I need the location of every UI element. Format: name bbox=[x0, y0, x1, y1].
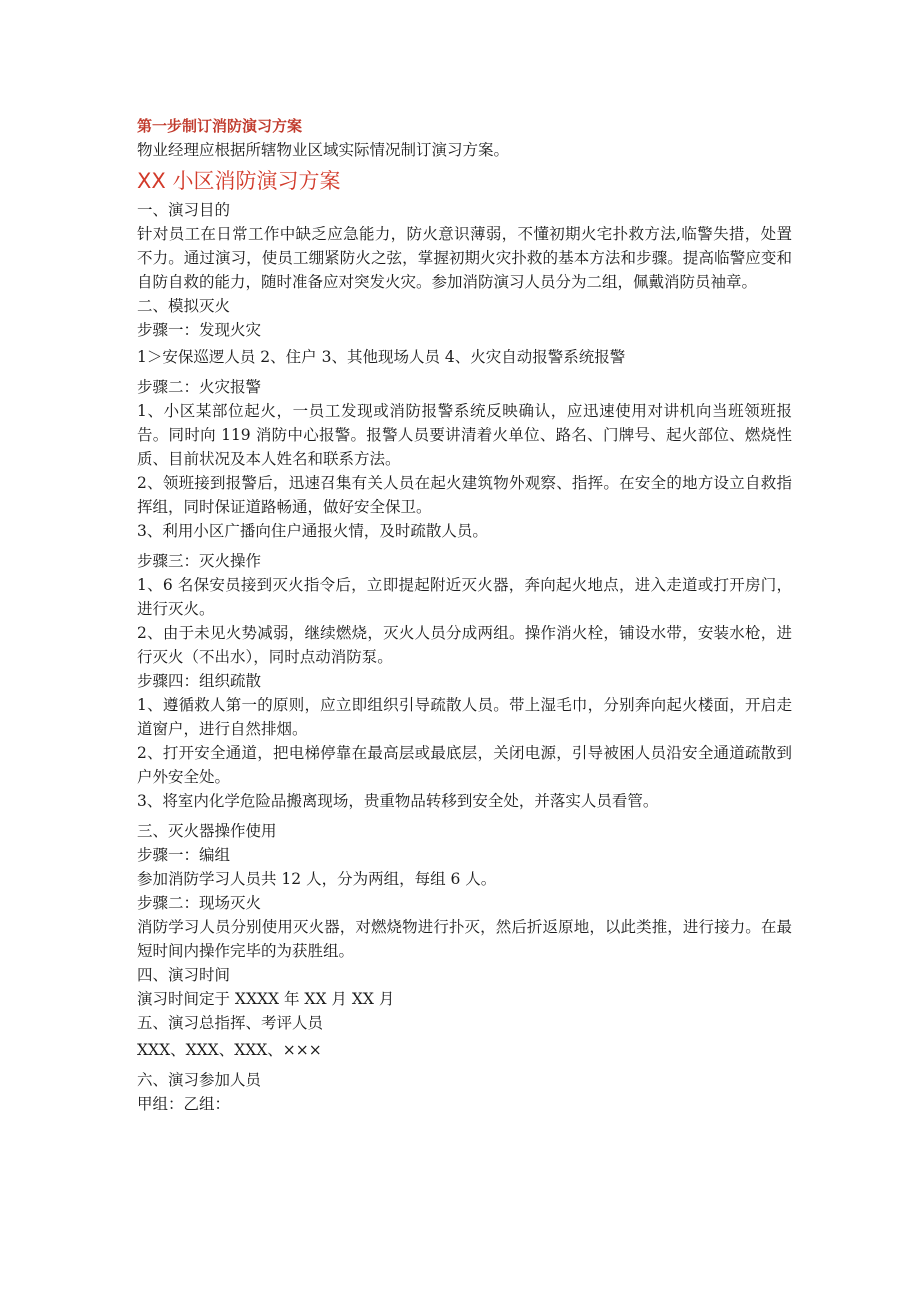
section-4-text: 演习时间定于 XXXX 年 XX 月 XX 月 bbox=[137, 990, 395, 1008]
section-6-heading: 六、演习参加人员 bbox=[137, 1071, 262, 1089]
step2-heading: 步骤二：火灾报警 bbox=[137, 378, 262, 396]
section-5-text: XXX、XXX、XXX、××× bbox=[137, 1041, 322, 1059]
step2-item: 2、领班接到报警后，迅速召集有关人员在起火建筑物外观察、指挥。在安全的地方设立自救指挥组，同时保证道路畅通，做好安全保卫。 bbox=[137, 474, 792, 516]
s3-step2-text: 消防学习人员分别使用灭火器，对燃烧物进行扑灭，然后折返原地，以此类推，进行接力。在最短时间内操作完毕的为获胜组。 bbox=[137, 918, 792, 960]
document-page bbox=[137, 114, 792, 1116]
title-rest: 小区消防演习方案 bbox=[172, 169, 341, 193]
s3-step2-heading: 步骤二：现场灭火 bbox=[137, 894, 262, 912]
section-4-heading: 四、演习时间 bbox=[137, 966, 231, 984]
step1-heading: 步骤一：发现火灾 bbox=[137, 321, 262, 339]
section-6-text: 甲组：乙组： bbox=[137, 1095, 231, 1113]
step4-item: 3、将室内化学危险品搬离现场，贵重物品转移到安全处，并落实人员看管。 bbox=[137, 792, 659, 810]
step2-item: 3、利用小区广播向住户通报火情，及时疏散人员。 bbox=[137, 522, 488, 540]
section-2-heading: 二、模拟灭火 bbox=[137, 297, 231, 315]
step2-item: 1、小区某部位起火，一员工发现或消防报警系统反映确认，应迅速使用对讲机向当班领班报告。同时向 119 消防中心报警。报警人员要讲清着火单位、路名、门牌号、起火部位、燃烧性质、目前状况及本人姓名和联系方法。 bbox=[137, 402, 792, 468]
document-title bbox=[137, 166, 792, 196]
title-prefix: XX bbox=[137, 169, 166, 193]
s3-step1-heading: 步骤一：编组 bbox=[137, 846, 231, 864]
section-5-heading: 五、演习总指挥、考评人员 bbox=[137, 1014, 324, 1032]
section-1-text: 针对员工在日常工作中缺乏应急能力，防火意识薄弱，不懂初期火宅扑救方法,临警失措，处置不力。通过演习，使员工绷紧防火之弦，掌握初期火灾扑救的基本方法和步骤。提高临警应变和自防自救的能力，随时准备应对突发火灾。参加消防演习人员分为二组，佩戴消防员袖章。 bbox=[137, 225, 792, 291]
intro-text: 物业经理应根据所辖物业区域实际情况制订演习方案。 bbox=[137, 141, 510, 159]
section-1-heading: 一、演习目的 bbox=[137, 201, 231, 219]
step1-text: 1＞安保巡逻人员 2、住户 3、其他现场人员 4、火灾自动报警系统报警 bbox=[137, 348, 626, 366]
step4-item: 1、遵循救人第一的原则，应立即组织引导疏散人员。带上湿毛巾，分别奔向起火楼面，开启走道窗户，进行自然排烟。 bbox=[137, 696, 792, 738]
step3-item: 2、由于未见火势减弱，继续燃烧，灭火人员分成两组。操作消火栓，铺设水带，安装水枪，进行灭火（不出水），同时点动消防泵。 bbox=[137, 624, 792, 666]
step3-item: 1、6 名保安员接到灭火指令后，立即提起附近灭火器，奔向起火地点，进入走道或打开房门，进行灭火。 bbox=[137, 576, 792, 618]
step3-heading: 步骤三：灭火操作 bbox=[137, 552, 262, 570]
section-3-heading: 三、灭火器操作使用 bbox=[137, 822, 277, 840]
step-one-heading: 第一步制订消防演习方案 bbox=[137, 117, 303, 135]
s3-step1-text: 参加消防学习人员共 12 人，分为两组，每组 6 人。 bbox=[137, 870, 497, 888]
step4-heading: 步骤四：组织疏散 bbox=[137, 672, 262, 690]
step4-item: 2、打开安全通道，把电梯停靠在最高层或最底层，关闭电源，引导被困人员沿安全通道疏散到户外安全处。 bbox=[137, 744, 792, 786]
